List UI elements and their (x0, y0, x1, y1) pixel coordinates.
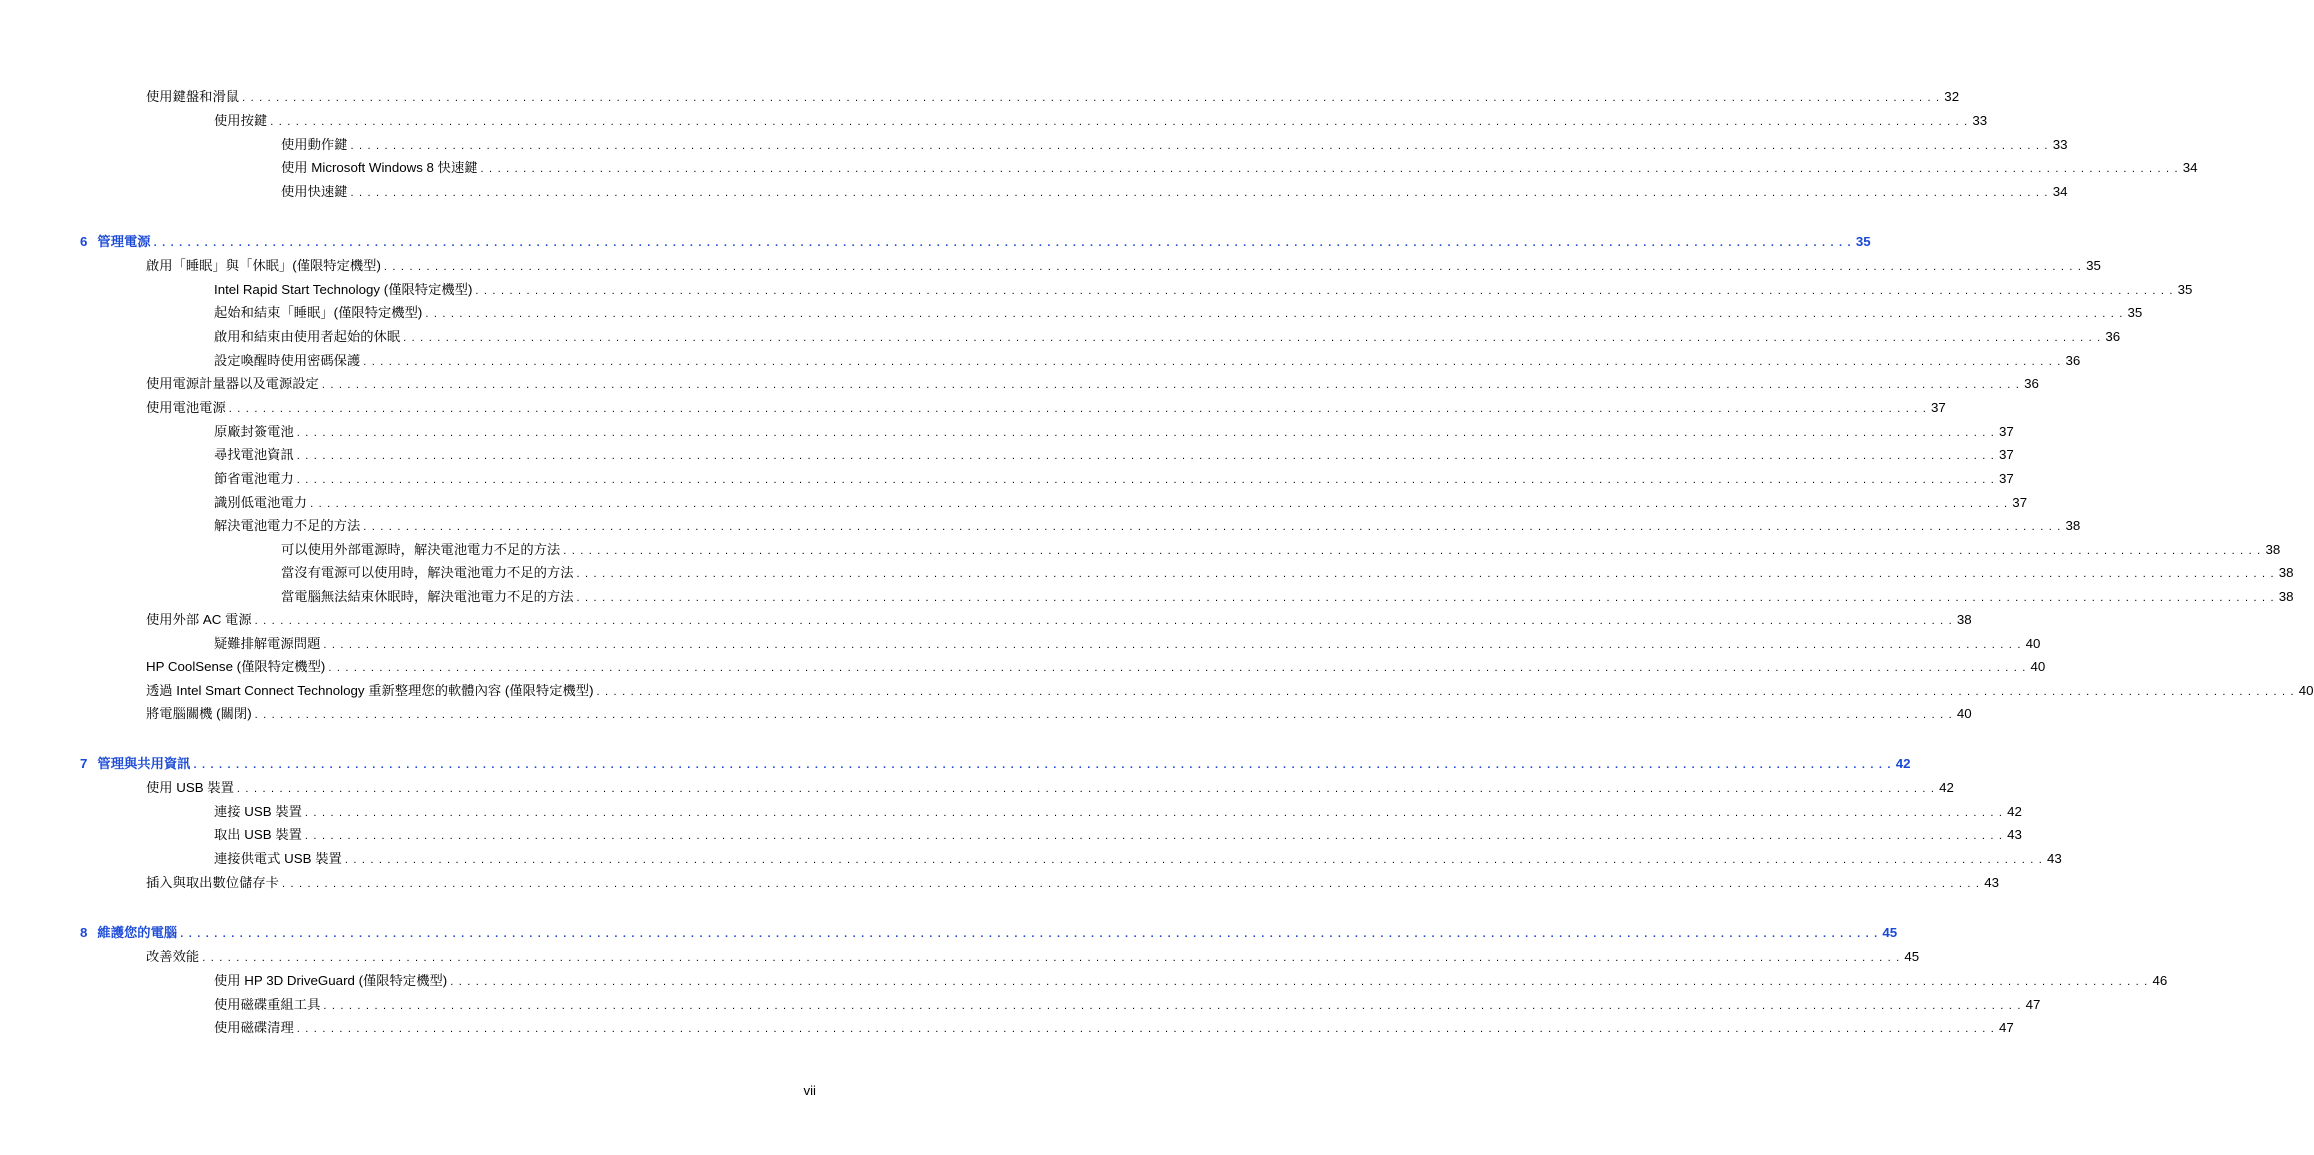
dot-leader: . . . . . . . . . . . . . . . . . . . . . . . . . . . . . . . . . . . . . . . . . . . . . . . . . . . . . . . . . . . . . . . . . . . . . . . . . . . . . . . . . . . . . . . . . . . . . . . . . . . . . . . . . . . . . . . . . . . . . . . . . . . . . . . . . . . . . . . . . . . . . . . . . . . . . . . . . . . . . . . . . . . . . . . . . . . . . . . . . . . . . . . . . . . . . . . . . . . . . . . . (475, 285, 2174, 297)
toc-entry-title: 原廠封簽電池 (214, 424, 294, 439)
dot-leader: . . . . . . . . . . . . . . . . . . . . . . . . . . . . . . . . . . . . . . . . . . . . . . . . . . . . . . . . . . . . . . . . . . . . . . . . . . . . . . . . . . . . . . . . . . . . . . . . . . . . . . . . . . . . . . . . . . . . . . . . . . . . . . . . . . . . . . . . . . . . . . . . . . . . . . . . . . . . . . . . . . . . . . . . . . . . . . . . . . . . . . . . . . . . . . . . . . . . . . . . (310, 498, 2009, 510)
toc-entry[interactable] (146, 88, 1960, 106)
toc-entry[interactable] (214, 972, 2168, 990)
toc-entry-title: 使用鍵盤和滑鼠 (146, 89, 240, 104)
dot-leader: . . . . . . . . . . . . . . . . . . . . . . . . . . . . . . . . . . . . . . . . . . . . . . . . . . . . . . . . . . . . . . . . . . . . . . . . . . . . . . . . . . . . . . . . . . . . . . . . . . . . . . . . . . . . . . . . . . . . . . . . . . . . . . . . . . . . . . . . . . . . . . . . . . . . . . . . . . . . . . . . . . . . . . . . . . . . . . . . . . . . . . . . . . . . . . . . . . . . . . . . (563, 545, 2262, 557)
toc-entry-title: 使用電源計量器以及電源設定 (146, 376, 319, 391)
toc-chapter-entry[interactable] (80, 755, 1911, 773)
toc-entry[interactable] (214, 996, 2041, 1014)
toc-entry-page-number: 33 (2052, 137, 2068, 152)
dot-leader: . . . . . . . . . . . . . . . . . . . . . . . . . . . . . . . . . . . . . . . . . . . . . . . . . . . . . . . . . . . . . . . . . . . . . . . . . . . . . . . . . . . . . . . . . . . . . . . . . . . . . . . . . . . . . . . . . . . . . . . . . . . . . . . . . . . . . . . . . . . . . . . . . . . . . . . . . . . . . . . . . . . . . . . . . . . . . . . . . . . . . . . . . . . . . . . . . . . . . . . . (363, 521, 2062, 533)
toc-entry[interactable] (146, 948, 1920, 966)
toc-entry-page-number: 38 (2065, 518, 2081, 533)
toc-entry-page-number: 34 (2052, 184, 2068, 199)
chapter-number: 6 (80, 234, 88, 249)
dot-leader: . . . . . . . . . . . . . . . . . . . . . . . . . . . . . . . . . . . . . . . . . . . . . . . . . . . . . . . . . . . . . . . . . . . . . . . . . . . . . . . . . . . . . . . . . . . . . . . . . . . . . . . . . . . . . . . . . . . . . . . . . . . . . . . . . . . . . . . . . . . . . . . . . . . . . . . . . . . . . . . . . . . . . . . . . . . . . . . . . . . . . . . . . . . . . . . . . . . . . . . . (254, 615, 1953, 627)
chapter-number: 8 (80, 925, 88, 940)
toc-entry[interactable] (146, 874, 1999, 892)
toc-entry-page-number: 42 (1895, 756, 1911, 771)
toc-entry-title: 尋找電池資訊 (214, 447, 294, 462)
toc-entry-page-number: 33 (1972, 113, 1988, 128)
dot-leader: . . . . . . . . . . . . . . . . . . . . . . . . . . . . . . . . . . . . . . . . . . . . . . . . . . . . . . . . . . . . . . . . . . . . . . . . . . . . . . . . . . . . . . . . . . . . . . . . . . . . . . . . . . . . . . . . . . . . . . . . . . . . . . . . . . . . . . . . . . . . . . . . . . . . . . . . . . . . . . . . . . . . . . . . . . . . . . . . . . . . . . . . . . . . . . . . . . . . . . . . (344, 854, 2044, 866)
toc-entry-page-number: 42 (2007, 804, 2022, 819)
toc-entry-title: 使用外部 AC 電源 (146, 612, 252, 627)
toc-entry-title (80, 924, 180, 942)
dot-leader: . . . . . . . . . . . . . . . . . . . . . . . . . . . . . . . . . . . . . . . . . . . . . . . . . . . . . . . . . . . . . . . . . . . . . . . . . . . . . . . . . . . . . . . . . . . . . . . . . . . . . . . . . . . . . . . . . . . . . . . . . . . . . . . . . . . . . . . . . . . . . . . . . . . . . . . . . . . . . . . . . . . . . . . . . . . . . . . . . . . . . . . . . . . . . . . . . . . . . . . . (450, 976, 2149, 988)
dot-leader: . . . . . . . . . . . . . . . . . . . . . . . . . . . . . . . . . . . . . . . . . . . . . . . . . . . . . . . . . . . . . . . . . . . . . . . . . . . . . . . . . . . . . . . . . . . . . . . . . . . . . . . . . . . . . . . . . . . . . . . . . . . . . . . . . . . . . . . . . . . . . . . . . . . . . . . . . . . . . . . . . . . . . . . . . . . . . . . . . . . . . . . . . . . . . . . . . . . . . . . . (228, 403, 1927, 415)
toc-entry-title: 使用磁碟重組工具 (214, 997, 321, 1012)
toc-entry[interactable] (281, 588, 2294, 606)
toc-entry[interactable] (214, 826, 2022, 844)
toc-entry[interactable] (214, 112, 1988, 130)
dot-leader: . . . . . . . . . . . . . . . . . . . . . . . . . . . . . . . . . . . . . . . . . . . . . . . . . . . . . . . . . . . . . . . . . . . . . . . . . . . . . . . . . . . . . . . . . . . . . . . . . . . . . . . . . . . . . . . . . . . . . . . . . . . . . . . . . . . . . . . . . . . . . . . . . . . . . . . . . . . . . . . . . . . . . . . . . . . . . . . . . . . . . . . . . . . . . . . . . . . . . . . . (480, 163, 2179, 175)
toc-entry-title: 使用快速鍵 (281, 184, 348, 199)
toc-entry-page-number: 42 (1939, 780, 1954, 795)
dot-leader: . . . . . . . . . . . . . . . . . . . . . . . . . . . . . . . . . . . . . . . . . . . . . . . . . . . . . . . . . . . . . . . . . . . . . . . . . . . . . . . . . . . . . . . . . . . . . . . . . . . . . . . . . . . . . . . . . . . . . . . . . . . . . . . . . . . . . . . . . . . . . . . . . . . . . . . . . . . . . . . . . . . . . . . . . . . . . . . . . . . . . . . . . . . . . . . . . . . . . . . . (281, 878, 1981, 890)
toc-entry-title: 插入與取出數位儲存卡 (146, 875, 279, 890)
toc-entry-title: 透過 Intel Smart Connect Technology 重新整理您的軟體內容 (僅限特定機型) (146, 683, 594, 698)
toc-entry-page-number: 45 (1904, 949, 1920, 964)
toc-entry[interactable] (146, 779, 1954, 797)
toc-entry[interactable] (146, 257, 2101, 275)
toc-entry-title: 連接 USB 裝置 (214, 804, 302, 819)
toc-entry-page-number: 35 (2177, 282, 2193, 297)
toc-entry-page-number: 37 (1931, 400, 1946, 415)
toc-entry-page-number: 38 (2265, 542, 2281, 557)
dot-leader: . . . . . . . . . . . . . . . . . . . . . . . . . . . . . . . . . . . . . . . . . . . . . . . . . . . . . . . . . . . . . . . . . . . . . . . . . . . . . . . . . . . . . . . . . . . . . . . . . . . . . . . . . . . . . . . . . . . . . . . . . . . . . . . . . . . . . . . . . . . . . . . . . . . . . . . . . . . . . . . . . . . . . . . . . . . . . . . . . . . . . . . . . . . . . . . . . . . . . . . . (323, 1000, 2022, 1012)
toc-entry-page-number: 35 (1855, 234, 1871, 249)
toc-entry-page-number: 40 (2030, 659, 2046, 674)
toc-entry[interactable] (214, 352, 2081, 370)
page-number: vii (803, 1083, 816, 1098)
toc-entry[interactable] (146, 705, 1972, 723)
toc-entry-page-number: 37 (2012, 495, 2028, 510)
toc-entry-title: 使用動作鍵 (281, 137, 348, 152)
toc-entry-title (80, 755, 193, 773)
dot-leader: . . . . . . . . . . . . . . . . . . . . . . . . . . . . . . . . . . . . . . . . . . . . . . . . . . . . . . . . . . . . . . . . . . . . . . . . . . . . . . . . . . . . . . . . . . . . . . . . . . . . . . . . . . . . . . . . . . . . . . . . . . . . . . . . . . . . . . . . . . . . . . . . . . . . . . . . . . . . . . . . . . . . . . . . . . . . . . . . . . . . . . . . . . . . . . . . . . . . . . . . (403, 332, 2102, 344)
toc-entry-title: 使用磁碟清理 (214, 1020, 294, 1035)
toc-entry-page-number: 40 (2298, 683, 2314, 698)
dot-leader: . . . . . . . . . . . . . . . . . . . . . . . . . . . . . . . . . . . . . . . . . . . . . . . . . . . . . . . . . . . . . . . . . . . . . . . . . . . . . . . . . . . . . . . . . . . . . . . . . . . . . . . . . . . . . . . . . . . . . . . . . . . . . . . . . . . . . . . . . . . . . . . . . . . . . . . . . . . . . . . . . . . . . . . . . . . . . . . . . . . . . . . . . . . . . . . . . . . . . . . . (254, 709, 1953, 721)
dot-leader: . . . . . . . . . . . . . . . . . . . . . . . . . . . . . . . . . . . . . . . . . . . . . . . . . . . . . . . . . . . . . . . . . . . . . . . . . . . . . . . . . . . . . . . . . . . . . . . . . . . . . . . . . . . . . . . . . . . . . . . . . . . . . . . . . . . . . . . . . . . . . . . . . . . . . . . . . . . . . . . . . . . . . . . . . . . . . . . . . . . . . . . . . . . . . . . . . . . . . . . . (236, 783, 1936, 795)
toc-entry-page-number: 36 (2024, 376, 2039, 391)
toc-entry[interactable] (214, 803, 2022, 821)
toc-entry-title: 啟用和結束由使用者起始的休眠 (214, 329, 401, 344)
toc-entry[interactable] (214, 1019, 2014, 1037)
toc-entry-page-number: 32 (1944, 89, 1960, 104)
toc-entry-page-number: 36 (2065, 353, 2081, 368)
toc-entry[interactable] (146, 658, 2046, 676)
toc-entry[interactable] (146, 375, 2039, 393)
toc-entry-page-number: 46 (2152, 973, 2168, 988)
toc-entry-page-number: 37 (1999, 424, 2014, 439)
dot-leader: . . . . . . . . . . . . . . . . . . . . . . . . . . . . . . . . . . . . . . . . . . . . . . . . . . . . . . . . . . . . . . . . . . . . . . . . . . . . . . . . . . . . . . . . . . . . . . . . . . . . . . . . . . . . . . . . . . . . . . . . . . . . . . . . . . . . . . . . . . . . . . . . . . . . . . . . . . . . . . . . . . . . . . . . . . . . . . . . . . . . . . . . . . . . . . . . . . . . . . . . (576, 592, 2275, 604)
toc-entry-page-number: 45 (1882, 925, 1898, 940)
toc-entry-title: 使用 Microsoft Windows 8 快速鍵 (281, 160, 478, 175)
dot-leader: . . . . . . . . . . . . . . . . . . . . . . . . . . . . . . . . . . . . . . . . . . . . . . . . . . . . . . . . . . . . . . . . . . . . . . . . . . . . . . . . . . . . . . . . . . . . . . . . . . . . . . . . . . . . . . . . . . . . . . . . . . . . . . . . . . . . . . . . . . . . . . . . . . . . . . . . . . . . . . . . . . . . . . . . . . . . . . . . . . . . . . . . . . . . . . . . . . . . . . . . (596, 686, 2295, 698)
toc-entry-title: 解決電池電力不足的方法 (214, 518, 361, 533)
toc-entry-title: 連接供電式 USB 裝置 (214, 851, 342, 866)
dot-leader: . . . . . . . . . . . . . . . . . . . . . . . . . . . . . . . . . . . . . . . . . . . . . . . . . . . . . . . . . . . . . . . . . . . . . . . . . . . . . . . . . . . . . . . . . . . . . . . . . . . . . . . . . . . . . . . . . . . . . . . . . . . . . . . . . . . . . . . . . . . . . . . . . . . . . . . . . . . . . . . . . . . . . . . . . . . . . . . . . . . . . . . . . . . . . . . . . . . . . . . . (576, 568, 2275, 580)
chapter-title: 管理與共用資訊 (97, 756, 191, 771)
dot-leader: . . . . . . . . . . . . . . . . . . . . . . . . . . . . . . . . . . . . . . . . . . . . . . . . . . . . . . . . . . . . . . . . . . . . . . . . . . . . . . . . . . . . . . . . . . . . . . . . . . . . . . . . . . . . . . . . . . . . . . . . . . . . . . . . . . . . . . . . . . . . . . . . . . . . . . . . . . . . . . . . . . . . . . . . . . . . . . . . . . . . . . . . . . . . . . . . . . . . . . . . (304, 830, 2004, 842)
toc-entry-title: 當沒有電源可以使用時，解決電池電力不足的方法 (281, 565, 574, 580)
chapter-title: 維護您的電腦 (97, 925, 178, 940)
toc-entry[interactable] (146, 399, 1946, 417)
toc-entry-page-number: 38 (2278, 589, 2294, 604)
dot-leader: . . . . . . . . . . . . . . . . . . . . . . . . . . . . . . . . . . . . . . . . . . . . . . . . . . . . . . . . . . . . . . . . . . . . . . . . . . . . . . . . . . . . . . . . . . . . . . . . . . . . . . . . . . . . . . . . . . . . . . . . . . . . . . . . . . . . . . . . . . . . . . . . . . . . . . . . . . . . . . . . . . . . . . . . . . . . . . . . . . . . . . . . . . . . . . . . . . . . . . . . (270, 116, 1969, 128)
toc-entry-page-number: 35 (2127, 305, 2143, 320)
toc-entry[interactable] (281, 541, 2281, 559)
toc-entry-title: 改善效能 (146, 949, 200, 964)
toc-entry-title: 啟用「睡眠」與「休眠」(僅限特定機型) (146, 258, 381, 273)
toc-entry-title: 可以使用外部電源時，解決電池電力不足的方法 (281, 542, 561, 557)
dot-leader: . . . . . . . . . . . . . . . . . . . . . . . . . . . . . . . . . . . . . . . . . . . . . . . . . . . . . . . . . . . . . . . . . . . . . . . . . . . . . . . . . . . . . . . . . . . . . . . . . . . . . . . . . . . . . . . . . . . . . . . . . . . . . . . . . . . . . . . . . . . . . . . . . . . . . . . . . . . . . . . . . . . . . . . . . . . . . . . . . . . . . . . . . . . . . . . . . . . . . . . . (363, 356, 2062, 368)
toc-entry[interactable] (214, 328, 2121, 346)
toc-entry-title: 起始和結束「睡眠」(僅限特定機型) (214, 305, 423, 320)
toc-entry[interactable] (146, 611, 1972, 629)
toc-entry-page-number: 38 (2278, 565, 2294, 580)
dot-leader: . . . . . . . . . . . . . . . . . . . . . . . . . . . . . . . . . . . . . . . . . . . . . . . . . . . . . . . . . . . . . . . . . . . . . . . . . . . . . . . . . . . . . . . . . . . . . . . . . . . . . . . . . . . . . . . . . . . . . . . . . . . . . . . . . . . . . . . . . . . . . . . . . . . . . . . . . . . . . . . . . . . . . . . . . . . . . . . . . . . . . . . . . . . . . . . . . . . . . . . . (193, 759, 1892, 771)
toc-entry-title (80, 233, 154, 251)
dot-leader: . . . . . . . . . . . . . . . . . . . . . . . . . . . . . . . . . . . . . . . . . . . . . . . . . . . . . . . . . . . . . . . . . . . . . . . . . . . . . . . . . . . . . . . . . . . . . . . . . . . . . . . . . . . . . . . . . . . . . . . . . . . . . . . . . . . . . . . . . . . . . . . . . . . . . . . . . . . . . . . . . . . . . . . . . . . . . . . . . . . . . . . . . . . . . . . . . . . . . . . . (383, 261, 2083, 273)
toc-entry-page-number: 37 (1999, 471, 2014, 486)
dot-leader: . . . . . . . . . . . . . . . . . . . . . . . . . . . . . . . . . . . . . . . . . . . . . . . . . . . . . . . . . . . . . . . . . . . . . . . . . . . . . . . . . . . . . . . . . . . . . . . . . . . . . . . . . . . . . . . . . . . . . . . . . . . . . . . . . . . . . . . . . . . . . . . . . . . . . . . . . . . . . . . . . . . . . . . . . . . . . . . . . . . . . . . . . . . . . . . . . . . . . . . . (323, 639, 2022, 651)
toc-entry-page-number: 38 (1956, 612, 1972, 627)
toc-entry[interactable] (214, 517, 2081, 535)
toc-entry[interactable] (281, 159, 2198, 177)
toc-entry-title: 使用電池電源 (146, 400, 226, 415)
toc-entry-title: 設定喚醒時使用密碼保護 (214, 353, 361, 368)
dot-leader: . . . . . . . . . . . . . . . . . . . . . . . . . . . . . . . . . . . . . . . . . . . . . . . . . . . . . . . . . . . . . . . . . . . . . . . . . . . . . . . . . . . . . . . . . . . . . . . . . . . . . . . . . . . . . . . . . . . . . . . . . . . . . . . . . . . . . . . . . . . . . . . . . . . . . . . . . . . . . . . . . . . . . . . . . . . . . . . . . . . . . . . . . . . . . . . . . . . . . . . . (321, 379, 2021, 391)
toc-entry-page-number: 47 (2025, 997, 2041, 1012)
toc-chapter-entry[interactable] (80, 924, 1898, 942)
dot-leader: . . . . . . . . . . . . . . . . . . . . . . . . . . . . . . . . . . . . . . . . . . . . . . . . . . . . . . . . . . . . . . . . . . . . . . . . . . . . . . . . . . . . . . . . . . . . . . . . . . . . . . . . . . . . . . . . . . . . . . . . . . . . . . . . . . . . . . . . . . . . . . . . . . . . . . . . . . . . . . . . . . . . . . . . . . . . . . . . . . . . . . . . . . . . . . . . . . . . . . . . (296, 1023, 1995, 1035)
toc-entry-page-number: 35 (2086, 258, 2101, 273)
toc-entry-title: 節省電池電力 (214, 471, 294, 486)
toc-entry[interactable] (214, 304, 2143, 322)
toc-entry-page-number: 47 (1999, 1020, 2014, 1035)
dot-leader: . . . . . . . . . . . . . . . . . . . . . . . . . . . . . . . . . . . . . . . . . . . . . . . . . . . . . . . . . . . . . . . . . . . . . . . . . . . . . . . . . . . . . . . . . . . . . . . . . . . . . . . . . . . . . . . . . . . . . . . . . . . . . . . . . . . . . . . . . . . . . . . . . . . . . . . . . . . . . . . . . . . . . . . . . . . . . . . . . . . . . . . . . . . . . . . . . . . . . . . . (328, 662, 2027, 674)
toc-entry-title: 取出 USB 裝置 (214, 827, 302, 842)
toc-entry[interactable] (214, 446, 2014, 464)
toc-entry[interactable] (214, 281, 2193, 299)
toc-entry-page-number: 34 (2182, 160, 2198, 175)
toc-entry-title: 將電腦關機 (關閉) (146, 706, 252, 721)
toc-entry[interactable] (281, 136, 2068, 154)
toc-chapter-entry[interactable] (80, 233, 1871, 251)
toc-entry-page-number: 43 (2047, 851, 2062, 866)
toc-entry[interactable] (214, 470, 2014, 488)
toc-entry-title: HP CoolSense (僅限特定機型) (146, 659, 326, 674)
toc-entry-title: Intel Rapid Start Technology (僅限特定機型) (214, 282, 473, 297)
dot-leader: . . . . . . . . . . . . . . . . . . . . . . . . . . . . . . . . . . . . . . . . . . . . . . . . . . . . . . . . . . . . . . . . . . . . . . . . . . . . . . . . . . . . . . . . . . . . . . . . . . . . . . . . . . . . . . . . . . . . . . . . . . . . . . . . . . . . . . . . . . . . . . . . . . . . . . . . . . . . . . . . . . . . . . . . . . . . . . . . . . . . . . . . . . . . . . . . . . . . . . . . (350, 140, 2049, 152)
dot-leader: . . . . . . . . . . . . . . . . . . . . . . . . . . . . . . . . . . . . . . . . . . . . . . . . . . . . . . . . . . . . . . . . . . . . . . . . . . . . . . . . . . . . . . . . . . . . . . . . . . . . . . . . . . . . . . . . . . . . . . . . . . . . . . . . . . . . . . . . . . . . . . . . . . . . . . . . . . . . . . . . . . . . . . . . . . . . . . . . . . . . . . . . . . . . . . . . . . . . . . . . (180, 928, 1879, 940)
toc-entry-page-number: 43 (2007, 827, 2022, 842)
dot-leader: . . . . . . . . . . . . . . . . . . . . . . . . . . . . . . . . . . . . . . . . . . . . . . . . . . . . . . . . . . . . . . . . . . . . . . . . . . . . . . . . . . . . . . . . . . . . . . . . . . . . . . . . . . . . . . . . . . . . . . . . . . . . . . . . . . . . . . . . . . . . . . . . . . . . . . . . . . . . . . . . . . . . . . . . . . . . . . . . . . . . . . . . . . . . . . . . . . . . . . . . (296, 474, 1995, 486)
dot-leader: . . . . . . . . . . . . . . . . . . . . . . . . . . . . . . . . . . . . . . . . . . . . . . . . . . . . . . . . . . . . . . . . . . . . . . . . . . . . . . . . . . . . . . . . . . . . . . . . . . . . . . . . . . . . . . . . . . . . . . . . . . . . . . . . . . . . . . . . . . . . . . . . . . . . . . . . . . . . . . . . . . . . . . . . . . . . . . . . . . . . . . . . . . . . . . . . . . . . . . . . (350, 187, 2049, 199)
dot-leader: . . . . . . . . . . . . . . . . . . . . . . . . . . . . . . . . . . . . . . . . . . . . . . . . . . . . . . . . . . . . . . . . . . . . . . . . . . . . . . . . . . . . . . . . . . . . . . . . . . . . . . . . . . . . . . . . . . . . . . . . . . . . . . . . . . . . . . . . . . . . . . . . . . . . . . . . . . . . . . . . . . . . . . . . . . . . . . . . . . . . . . . . . . . . . . . . . . . . . . . . (304, 807, 2004, 819)
toc-entry-page-number: 37 (1999, 447, 2014, 462)
chapter-number: 7 (80, 756, 88, 771)
toc-entry-title: 疑難排解電源問題 (214, 636, 321, 651)
toc-entry[interactable] (146, 682, 2314, 700)
toc-entry-title: 識別低電池電力 (214, 495, 308, 510)
toc-entry[interactable] (281, 183, 2068, 201)
toc-entry[interactable] (214, 423, 2014, 441)
dot-leader: . . . . . . . . . . . . . . . . . . . . . . . . . . . . . . . . . . . . . . . . . . . . . . . . . . . . . . . . . . . . . . . . . . . . . . . . . . . . . . . . . . . . . . . . . . . . . . . . . . . . . . . . . . . . . . . . . . . . . . . . . . . . . . . . . . . . . . . . . . . . . . . . . . . . . . . . . . . . . . . . . . . . . . . . . . . . . . . . . . . . . . . . . . . . . . . . . . . . . . . . (296, 427, 1995, 439)
toc-entry-title: 使用按鍵 (214, 113, 268, 128)
dot-leader: . . . . . . . . . . . . . . . . . . . . . . . . . . . . . . . . . . . . . . . . . . . . . . . . . . . . . . . . . . . . . . . . . . . . . . . . . . . . . . . . . . . . . . . . . . . . . . . . . . . . . . . . . . . . . . . . . . . . . . . . . . . . . . . . . . . . . . . . . . . . . . . . . . . . . . . . . . . . . . . . . . . . . . . . . . . . . . . . . . . . . . . . . . . . . . . . . . . . . . . . (425, 308, 2124, 320)
dot-leader: . . . . . . . . . . . . . . . . . . . . . . . . . . . . . . . . . . . . . . . . . . . . . . . . . . . . . . . . . . . . . . . . . . . . . . . . . . . . . . . . . . . . . . . . . . . . . . . . . . . . . . . . . . . . . . . . . . . . . . . . . . . . . . . . . . . . . . . . . . . . . . . . . . . . . . . . . . . . . . . . . . . . . . . . . . . . . . . . . . . . . . . . . . . . . . . . . . . . . . . . (153, 237, 1852, 249)
dot-leader: . . . . . . . . . . . . . . . . . . . . . . . . . . . . . . . . . . . . . . . . . . . . . . . . . . . . . . . . . . . . . . . . . . . . . . . . . . . . . . . . . . . . . . . . . . . . . . . . . . . . . . . . . . . . . . . . . . . . . . . . . . . . . . . . . . . . . . . . . . . . . . . . . . . . . . . . . . . . . . . . . . . . . . . . . . . . . . . . . . . . . . . . . . . . . . . . . . . . . . . . (242, 92, 1941, 104)
toc-entry[interactable] (214, 635, 2041, 653)
dot-leader: . . . . . . . . . . . . . . . . . . . . . . . . . . . . . . . . . . . . . . . . . . . . . . . . . . . . . . . . . . . . . . . . . . . . . . . . . . . . . . . . . . . . . . . . . . . . . . . . . . . . . . . . . . . . . . . . . . . . . . . . . . . . . . . . . . . . . . . . . . . . . . . . . . . . . . . . . . . . . . . . . . . . . . . . . . . . . . . . . . . . . . . . . . . . . . . . . . . . . . . . (296, 450, 1995, 462)
chapter-title: 管理電源 (97, 234, 151, 249)
toc-entry-page-number: 43 (1984, 875, 1999, 890)
toc-entry-title: 使用 HP 3D DriveGuard (僅限特定機型) (214, 973, 448, 988)
toc-entry[interactable] (214, 850, 2062, 868)
toc-entry[interactable] (281, 564, 2294, 582)
toc-entry[interactable] (214, 494, 2028, 512)
toc-entry-page-number: 40 (2025, 636, 2041, 651)
toc-entry-title: 使用 USB 裝置 (146, 780, 234, 795)
toc-entry-page-number: 36 (2105, 329, 2121, 344)
dot-leader: . . . . . . . . . . . . . . . . . . . . . . . . . . . . . . . . . . . . . . . . . . . . . . . . . . . . . . . . . . . . . . . . . . . . . . . . . . . . . . . . . . . . . . . . . . . . . . . . . . . . . . . . . . . . . . . . . . . . . . . . . . . . . . . . . . . . . . . . . . . . . . . . . . . . . . . . . . . . . . . . . . . . . . . . . . . . . . . . . . . . . . . . . . . . . . . . . . . . . . . . (202, 952, 1901, 964)
toc-entry-title: 當電腦無法結束休眠時，解決電池電力不足的方法 (281, 589, 574, 604)
toc-entry-page-number: 40 (1956, 706, 1972, 721)
